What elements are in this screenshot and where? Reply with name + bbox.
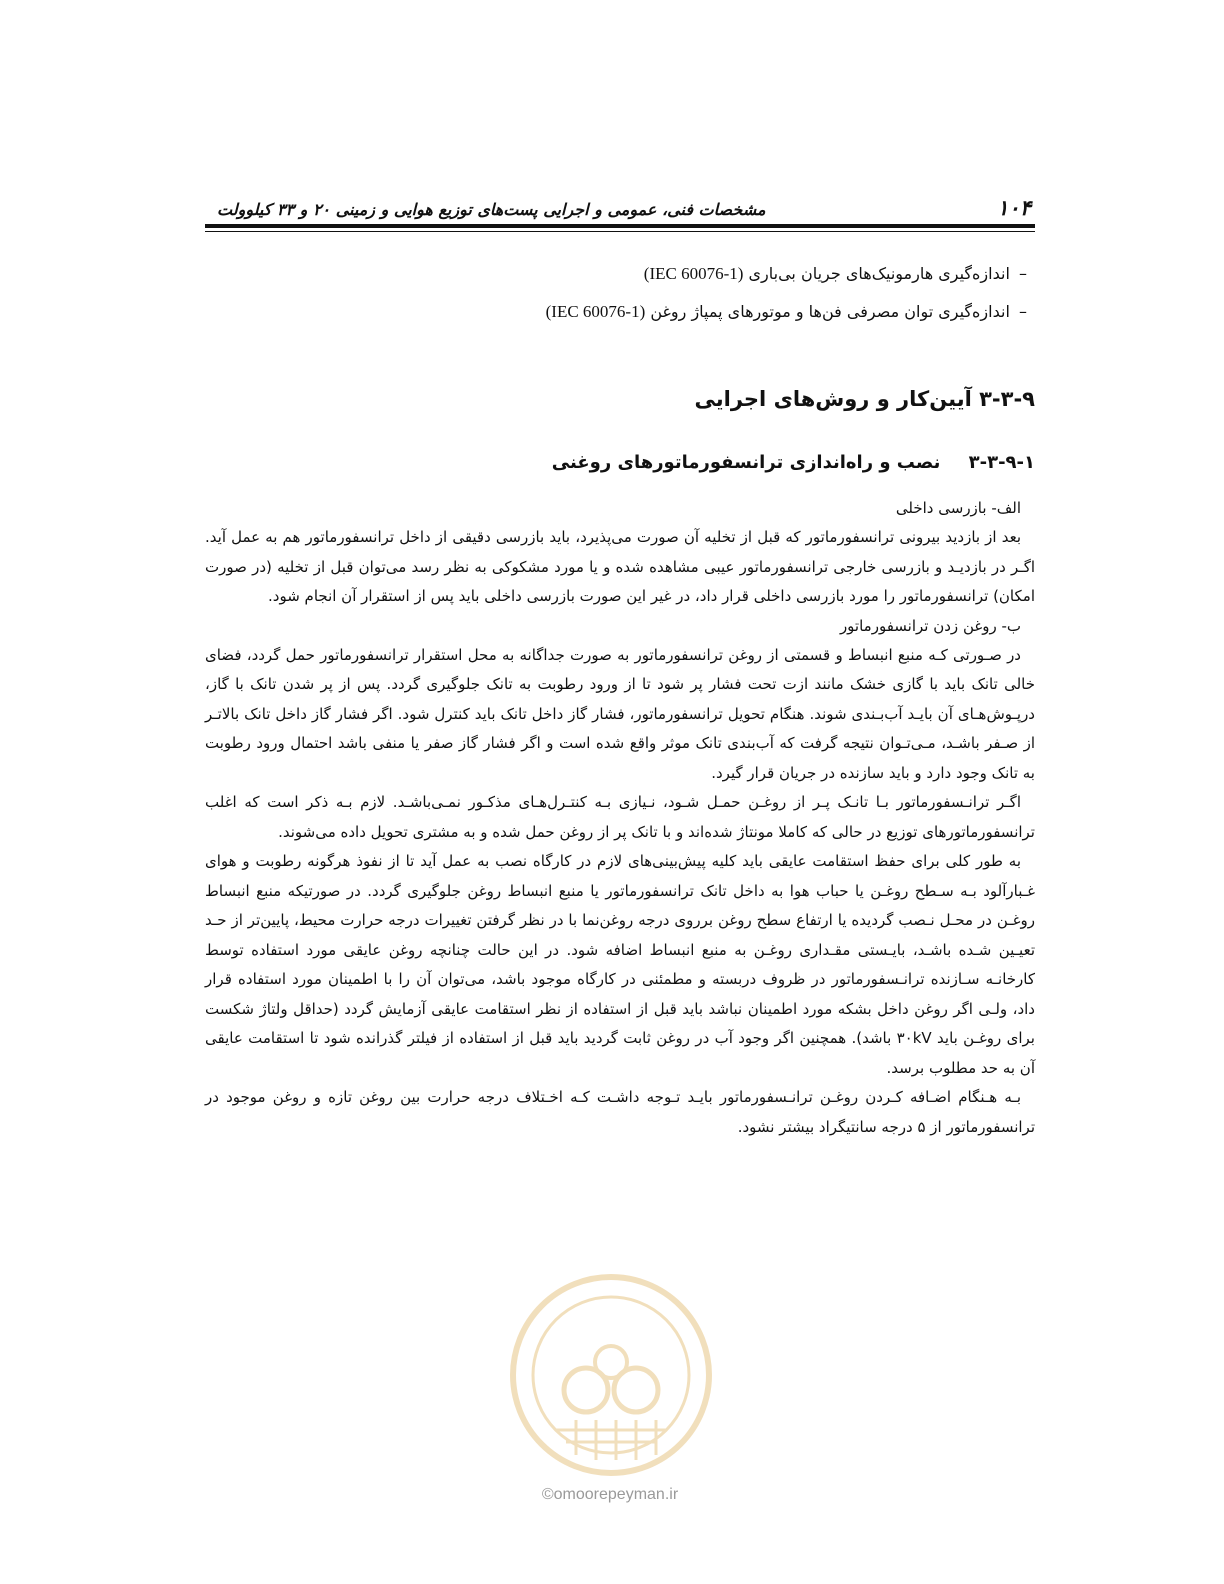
- page-number: ۱۰۴: [997, 196, 1031, 220]
- running-title: مشخصات فنی، عمومی و اجرایی پست‌های توزیع هوایی و زمینی ۲۰ و ۳۳ کیلوولت: [217, 200, 766, 219]
- section-heading: [205, 384, 1035, 414]
- watermark-url: [510, 1486, 710, 1504]
- paragraph: بعد از بازدید بیرونی ترانسفورماتور که قبل از تخلیه آن صورت می‌پذیرد، باید بازرسی دقیقی از داخل ترانسفورماتور هم به عمل آید. اگـر در بازدیـد و بازرسی خارجی ترانسفورماتور عیبی مشاهده شده و یا مورد مشکوکی به نظر رسد می‌توان قبل از تخلیه (در صورت امکان) ترانسفورماتور را مورد بازرسی داخلی قرار داد، در غیر این صورت بازرسی داخلی باید پس از استقرار آن انجام شود.: [205, 528, 1035, 605]
- subsection-title: نصب و راه‌اندازی ترانسفورماتورهای روغنی: [551, 452, 941, 473]
- copyright-icon: ©: [541, 1486, 554, 1503]
- list-item: [205, 262, 1035, 286]
- page-body: [205, 262, 1035, 1142]
- part-b-heading: ب- روغن زدن ترانسفورماتور: [839, 616, 1021, 635]
- paragraph: به طور کلی برای حفظ استقامت عایقی باید کلیه پیش‌بینی‌های لازم در کارگاه نصب به عمل آید تا از نفوذ هرگونه رطوبت و هوای غـبارآلود بـه سـطح روغـن یا حباب هوا به داخل تانک ترانسفورماتور یا منبع انبساط روغن جلوگیری گردد. در صورتیکه منبع انبساط روغـن در محـل نـصب گردیده یا ارتفاع سطح روغن برروی درجه روغن‌نما با در نظر گرفتن تغییرات درجه حرارت محیط، پایین‌تر از حـد تعیـین شـده باشـد، بایـستی مقـداری روغـن به منبع انبساط اضافه شود. در این حالت چنانچه روغن عایقی مورد استفاده توسط کارخانـه سـازنده ترانـسفورماتور در ظروف دربسته و مطمئنی در کارگاه موجود باشد، می‌توان آن را با اطمینان مورد استفاده قرار داد، ولـی اگر روغن داخل بشکه مورد اطمینان نباشد باید قبل از استفاده از نظر استقامت عایقی آزمایش گردد (حداقل ولتاژ شکست برای روغـن باید ۳۰kV باشد). همچنین اگر وجود آب در روغن ثابت گردید باید قبل از استفاده از فیلتر گذرانده شود تا استقامت عایقی آن به حد مطلوب برسد.: [205, 852, 1035, 1077]
- subsection-heading: [205, 450, 1035, 476]
- bullet-text: اندازه‌گیری توان مصرفی فن‌ها و موتورهای پمپاژ روغن: [650, 302, 1010, 321]
- paragraph: در صـورتی کـه منبع انبساط و قسمتی از روغن ترانسفورماتور به صورت جداگانه به محل استقرار ترانسفورماتور حمل گردد، فضای خالی تانک باید با گازی خشک مانند ازت تحت فشار پر شود تا از ورود رطوبت به تانک جلوگیری گردد. پس از پر شدن تانک با گاز، درپـوش‌هـای آن بایـد آب‌بـندی شوند. هنگام تحویل ترانسفورماتور، فشار گاز داخل تانک باید کنترل شود. اگر فشار گاز داخل تانک بالاتـر از صـفر باشـد، مـی‌تـوان نتیجه گرفت که آب‌بندی تانک موثر واقع شده است و اگر فشار گاز صفر یا منفی باشد احتمال ورود رطوبت به تانک وجود دارد و باید سازنده در جریان قرار گیرد.: [205, 645, 1035, 782]
- paragraph: اگـر ترانـسفورماتور بـا تانـک پـر از روغـن حمـل شـود، نـیازی بـه کنتـرل‌هـای مذکـور نمـی‌باشـد. لازم بـه ذکر است که اغلب ترانسفورماتورهای توزیع در حالی که کاملا مونتاژ شده‌اند و با تانک پر از روغن حمل شده و به مشتری تحویل داده می‌شوند.: [205, 793, 1035, 841]
- standard-reference: (IEC 60076-1): [643, 264, 744, 283]
- subsection-number: ۳-۳-۹-۱: [968, 452, 1035, 473]
- section-title: آیین‌کار و روش‌های اجرایی: [694, 387, 972, 411]
- part-a-heading: الف- بازرسی داخلی: [895, 499, 1021, 517]
- watermark-logo: [506, 1270, 716, 1480]
- dash-marker: –: [1019, 302, 1027, 321]
- page-header: [205, 196, 1035, 236]
- section-number: ۳-۳-۹: [979, 387, 1035, 411]
- paragraph: بـه هـنگام اضـافه کـردن روغـن ترانـسفورماتور بایـد تـوجه داشـت کـه اخـتلاف درجه حرارت بین روغن تازه و روغن موجود در ترانسفورماتور از ۵ درجه سانتیگراد بیشتر نشود.: [205, 1088, 1035, 1136]
- watermark-outer-ring: [513, 1277, 709, 1473]
- list-item: [205, 300, 1035, 324]
- standard-reference: (IEC 60076-1): [545, 302, 646, 321]
- bullet-text: اندازه‌گیری هارمونیک‌های جریان بی‌باری: [748, 264, 1010, 283]
- header-rule-thin: [205, 231, 1035, 232]
- watermark-gear-top: [595, 1346, 627, 1378]
- dash-marker: –: [1019, 264, 1027, 283]
- watermark-url-text: omoorepeyman.ir: [553, 1486, 679, 1503]
- header-rule-thick: [205, 224, 1035, 228]
